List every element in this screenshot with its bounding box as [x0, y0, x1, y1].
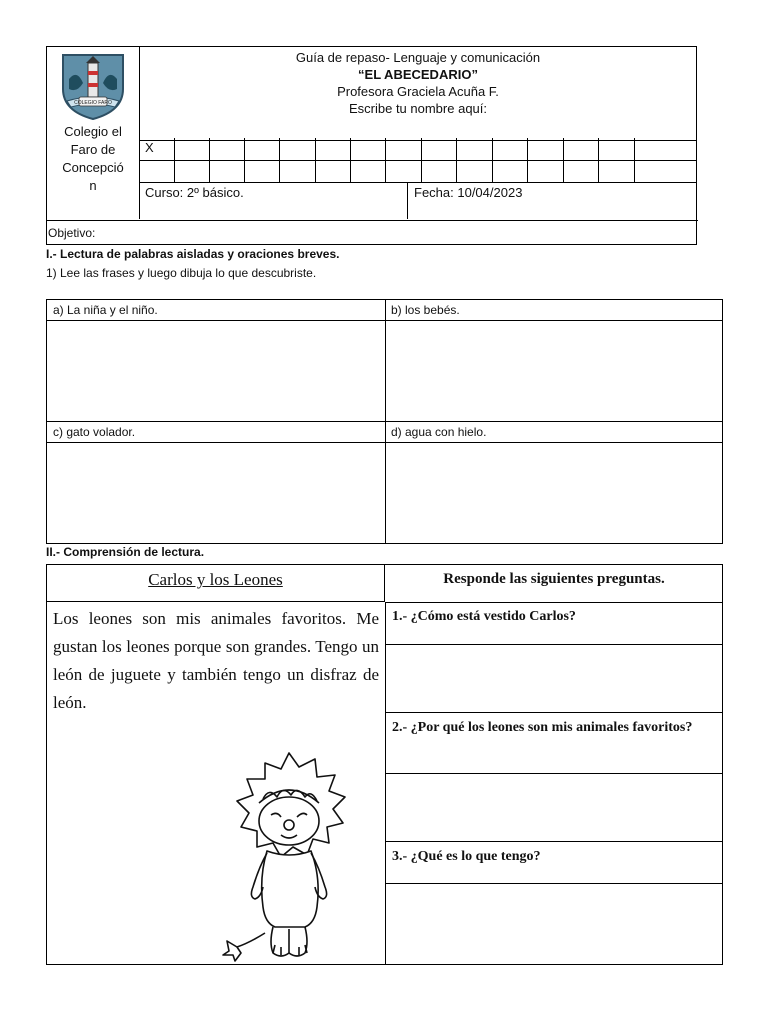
school-name: Colegio el Faro de Concepció n: [62, 124, 124, 193]
drawing-area-d[interactable]: [386, 443, 722, 543]
teacher-name: Profesora Graciela Acuña F.: [337, 84, 499, 99]
date-field: Fecha: 10/04/2023: [414, 185, 523, 200]
question-1: 1.- ¿Cómo está vestido Carlos?: [385, 602, 723, 645]
name-grid-cell[interactable]: [564, 160, 599, 182]
lighthouse-logo-icon: [57, 49, 129, 121]
name-grid-cell[interactable]: [139, 160, 175, 182]
name-grid-cell[interactable]: [635, 138, 697, 160]
guide-title-block: [139, 47, 697, 141]
name-grid-cell[interactable]: [245, 138, 280, 160]
lion-costume-child-icon: [219, 747, 359, 963]
name-grid-cell[interactable]: [280, 160, 316, 182]
questions-header: Responde las siguientes preguntas.: [385, 565, 723, 603]
name-grid-cell[interactable]: [245, 160, 280, 182]
answer-1-area[interactable]: [385, 645, 723, 713]
name-grid-cell[interactable]: [351, 138, 386, 160]
drawing-table: [46, 299, 723, 544]
name-grid-cell[interactable]: [210, 138, 245, 160]
name-grid-cell[interactable]: [599, 160, 635, 182]
guide-title: “EL ABECEDARIO”: [358, 67, 478, 82]
name-grid-cell[interactable]: X: [139, 138, 175, 160]
story-text: Los leones son mis animales favoritos. Me gustan los leones porque son grandes. Tengo un león de juguete y también tengo un disfraz de león.: [53, 609, 379, 712]
name-grid-cell[interactable]: [175, 160, 210, 182]
section1-instruction: 1) Lee las frases y luego dibuja lo que descubriste.: [46, 266, 317, 280]
name-grid-cell[interactable]: [386, 160, 422, 182]
name-grid-cell[interactable]: [280, 138, 316, 160]
drawing-area-a[interactable]: [47, 321, 385, 422]
course-field: Curso: 2º básico.: [139, 182, 408, 219]
drawing-label-d: d) agua con hielo.: [385, 422, 722, 443]
logo-text: COLEGIO FARO: [74, 100, 112, 106]
answer-2-area[interactable]: [385, 774, 723, 842]
section1-title: I.- Lectura de palabras aisladas y oraciones breves.: [46, 247, 340, 261]
drawing-area-c[interactable]: [47, 443, 385, 543]
name-grid-cell[interactable]: [493, 138, 528, 160]
name-grid-row-1[interactable]: [139, 138, 697, 161]
name-grid-cell[interactable]: [457, 160, 493, 182]
question-2: 2.- ¿Por qué los leones son mis animales favoritos?: [385, 713, 723, 774]
name-grid-cell[interactable]: [528, 160, 564, 182]
name-grid-cell[interactable]: [210, 160, 245, 182]
drawing-label-b: b) los bebés.: [385, 300, 722, 321]
drawing-label-a: a) La niña y el niño.: [47, 300, 385, 321]
name-grid-cell[interactable]: [386, 138, 422, 160]
name-grid-cell[interactable]: [493, 160, 528, 182]
name-grid-cell[interactable]: [457, 138, 493, 160]
name-grid-cell[interactable]: [175, 138, 210, 160]
story-title: Carlos y los Leones: [47, 565, 385, 602]
name-grid-cell[interactable]: [528, 138, 564, 160]
school-column: [47, 47, 140, 219]
question-3: 3.- ¿Qué es lo que tengo?: [385, 842, 723, 884]
name-grid-cell[interactable]: [422, 160, 457, 182]
name-grid-row-2[interactable]: [139, 160, 697, 183]
header-table: [46, 46, 697, 245]
school-logo: [57, 49, 129, 121]
name-grid-cell[interactable]: [422, 138, 457, 160]
name-grid-cell[interactable]: [599, 138, 635, 160]
answer-3-area[interactable]: [385, 884, 723, 964]
course-date-row: [139, 182, 697, 221]
name-grid-cell[interactable]: [351, 160, 386, 182]
reading-table: [46, 564, 723, 965]
name-prompt: Escribe tu nombre aquí:: [348, 101, 488, 116]
name-grid-cell[interactable]: [635, 160, 697, 182]
objective-row: Objetivo:: [47, 220, 698, 246]
name-grid-cell[interactable]: [316, 160, 351, 182]
name-grid-cell[interactable]: [316, 138, 351, 160]
guide-subject: Guía de repaso- Lenguaje y comunicación: [295, 50, 541, 65]
name-grid-cell[interactable]: [564, 138, 599, 160]
section2-title: II.- Comprensión de lectura.: [46, 545, 205, 559]
drawing-label-c: c) gato volador.: [47, 422, 385, 443]
drawing-area-b[interactable]: [386, 321, 722, 422]
